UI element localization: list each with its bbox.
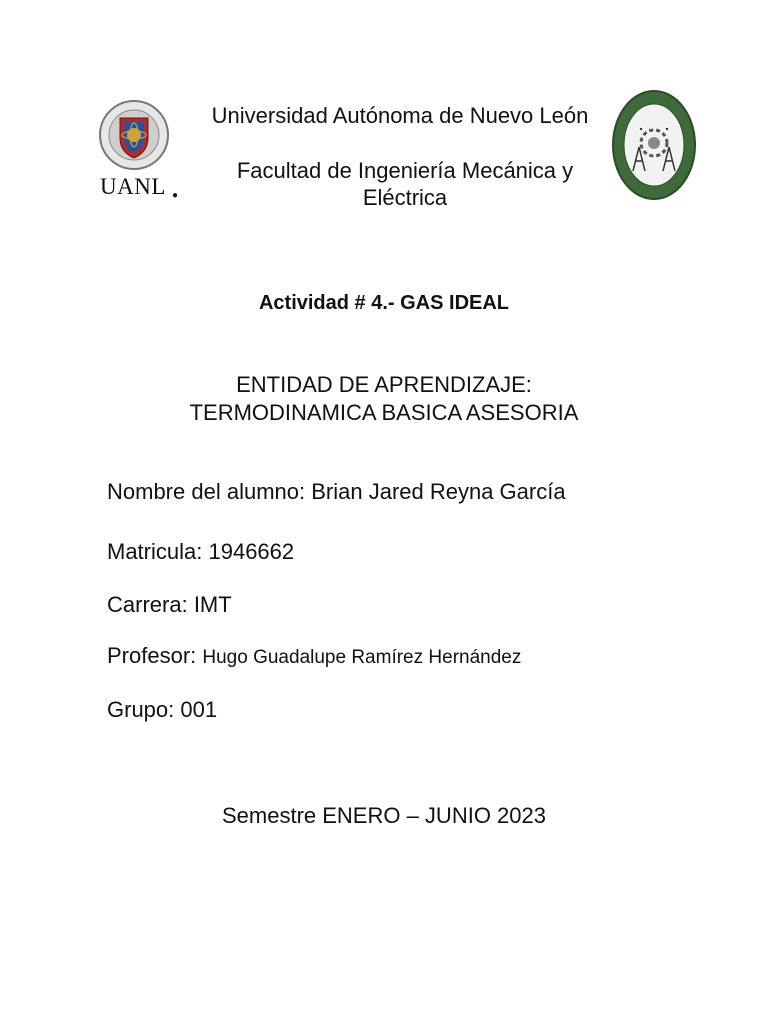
entity-line-1: ENTIDAD DE APRENDIZAJE: [236, 372, 532, 397]
student-name-field [107, 479, 566, 505]
university-name: Universidad Autónoma de Nuevo León [211, 103, 589, 128]
professor-value: Hugo Guadalupe Ramírez Hernández [202, 647, 522, 668]
faculty-name: Facultad de Ingeniería Mecánica y Eléctrica [236, 158, 574, 210]
student-name-label: Nombre del alumno: [107, 479, 306, 504]
learning-entity [0, 371, 768, 427]
career-value: IMT [193, 592, 232, 617]
student-id-field [107, 539, 294, 565]
student-name-value: Brian Jared Reyna García [311, 479, 566, 504]
group-field [107, 697, 217, 723]
wordmark-registered-dot: ● [172, 190, 179, 201]
career-field [107, 592, 232, 618]
group-value: 001 [180, 697, 218, 722]
entity-line-2: TERMODINAMICA BASICA ASESORIA [189, 400, 579, 425]
semester-text: Semestre ENERO – JUNIO 2023 [221, 803, 546, 828]
uanl-wordmark: UANL [100, 174, 166, 199]
activity-title: Actividad # 4.- GAS IDEAL [258, 292, 510, 314]
professor-label: Profesor: [107, 643, 197, 668]
career-label: Carrera: [107, 592, 188, 617]
student-id-value: 1946662 [208, 539, 295, 564]
group-label: Grupo: [107, 697, 175, 722]
student-id-label: Matricula: [107, 539, 203, 564]
professor-field [107, 643, 521, 669]
